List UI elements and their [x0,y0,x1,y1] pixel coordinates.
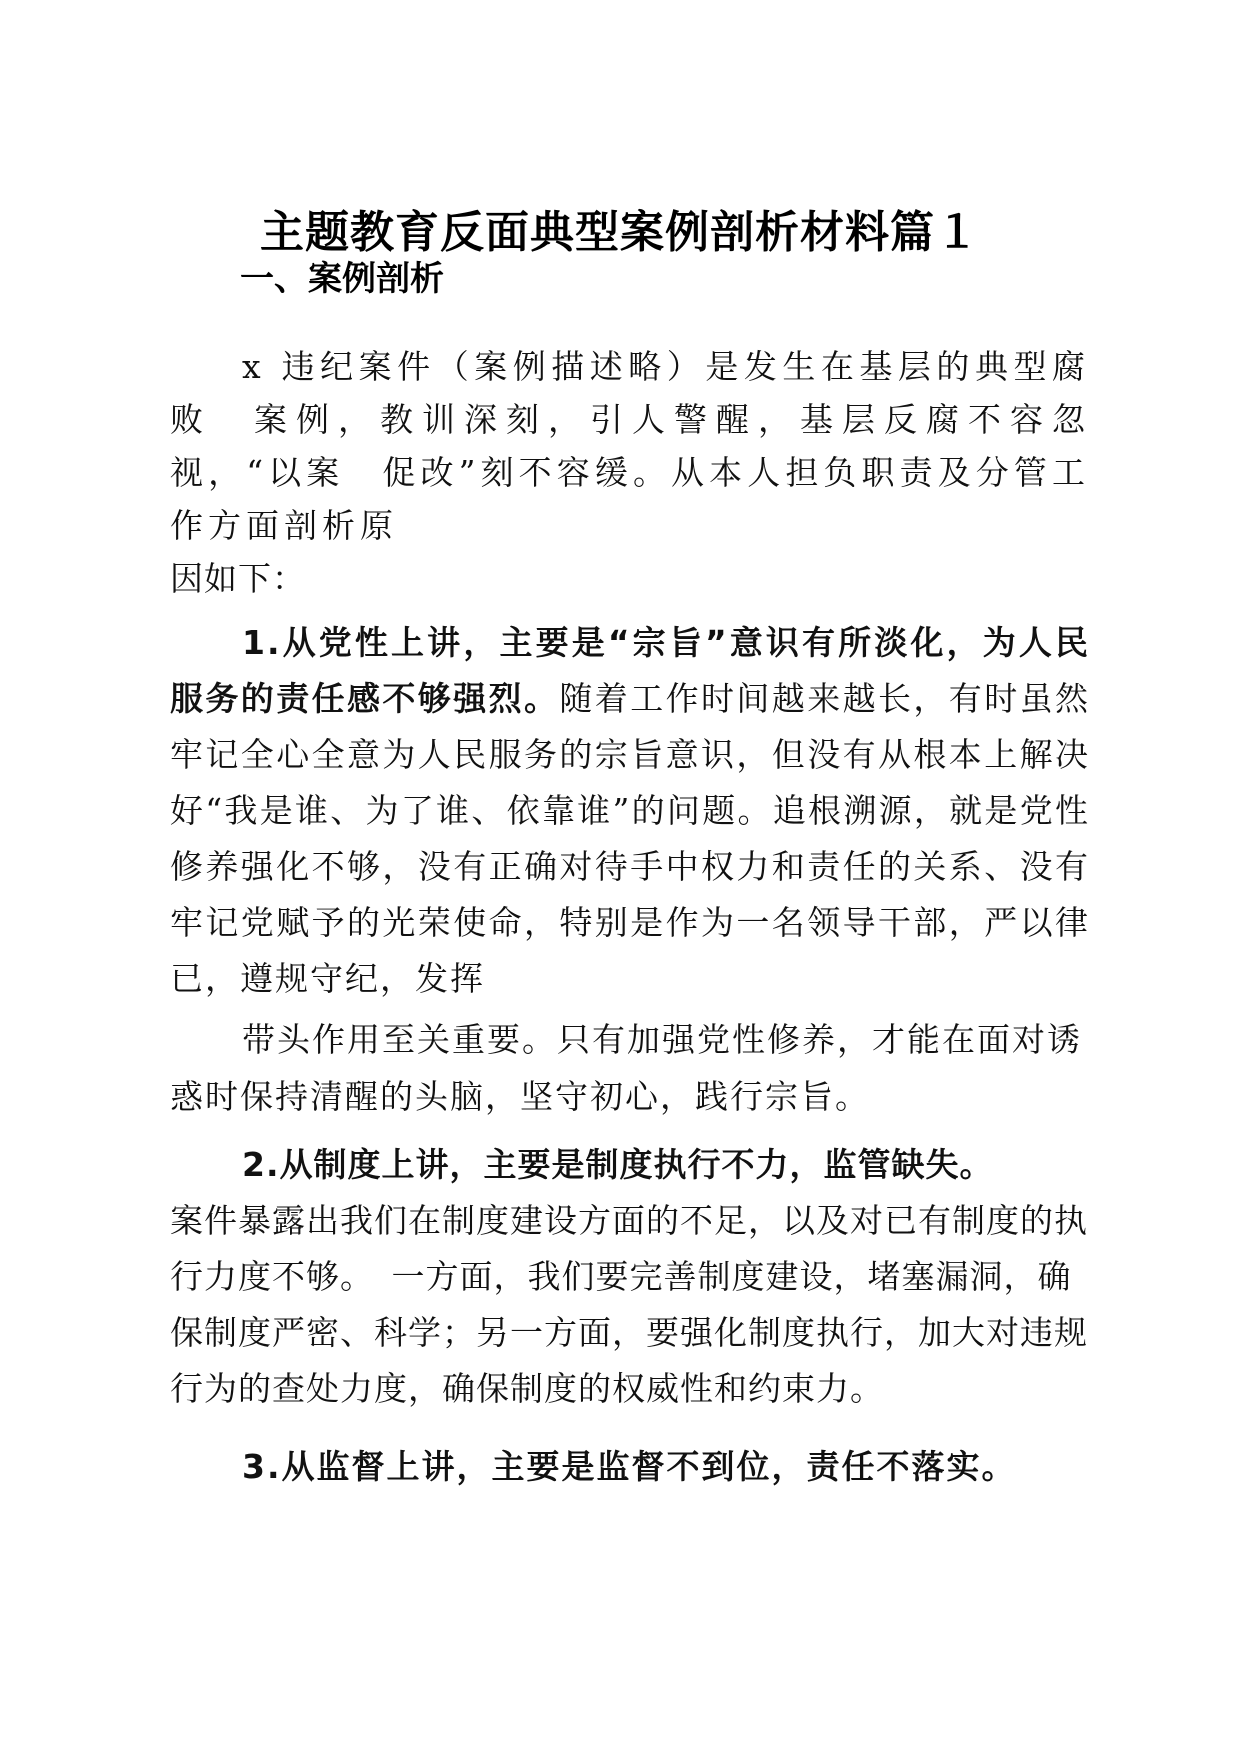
point-2-heading: 2.从制度上讲，主要是制度执行不力，监管缺失。 [242,1145,994,1184]
section-heading: 一、案例剖析 [240,259,444,299]
point-3-heading: 3.从监督上讲，主要是监督不到位，责任不落实。 [242,1447,1017,1486]
point-2-body: 案件暴露出我们在制度建设方面的不足，以及对已有制度的执行力度不够。 一方面，我们要完善制度建设，堵塞漏洞，确保制度严密、科学；另一方面，要强化制度执行，加大对违规行为的查处力度，确保制度的权威性和约束力。 [170,1201,1088,1408]
intro-paragraph: x 违纪案件（案例描述略）是发生在基层的典型腐败 案例，教训深刻，引人警醒，基层反腐不容忽视，“以案 促改”刻不容缓。从本人担负职责及分管工作方面剖析原 [170,347,1090,545]
intro-continuation: 因如下： [170,559,306,598]
point-1-continuation: 带头作用至关重要。只有加强党性修养，才能在面对诱惑时保持清醒的头脑，坚守初心，践行宗旨。 [170,1020,1082,1116]
point-1-paragraph [170,615,1090,1007]
point-1-body: 随着工作时间越来越长，有时虽然牢记全心全意为人民服务的宗旨意识，但没有从根本上解决好“我是谁、为了谁、依靠谁”的问题。追根溯源，就是党性修养强化不够，没有正确对待手中权力和责任的关系、没有牢记党赋予的光荣使命，特别是作为一名领导干部，严以律已，遵规守纪，发挥 [170,679,1091,998]
document-title: 主题教育反面典型案例剖析材料篇１ [260,207,980,258]
point-2-heading-line [170,1137,1090,1193]
point-1-heading: 1.从党性上讲，主要是“宗旨”意识有所淡化，为人民服务的责任感不够强烈。 [170,623,1090,718]
point-3-heading-line [170,1439,1090,1495]
document-body [170,340,1090,1495]
